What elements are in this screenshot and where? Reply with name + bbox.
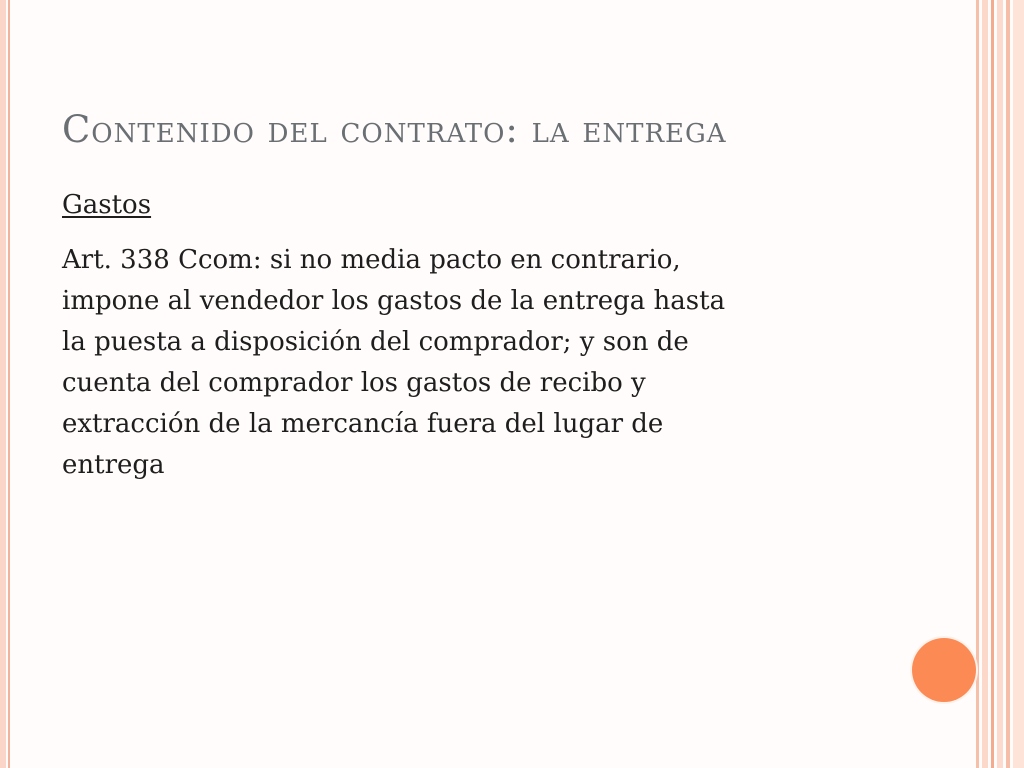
orange-circle-decoration	[912, 638, 976, 702]
left-border-decoration	[0, 0, 6, 768]
right-stripe-decoration	[982, 0, 988, 768]
paragraph-line: impone al vendedor los gastos de la entrega hasta	[62, 286, 726, 316]
right-stripe-decoration	[991, 0, 994, 768]
slide-body	[62, 188, 862, 486]
paragraph-line: la puesta a disposición del comprador; y son de	[62, 327, 689, 357]
paragraph-line: extracción de la mercancía fuera del lugar de	[62, 409, 664, 439]
section-heading-gastos: Gastos	[62, 190, 152, 220]
paragraph-line: cuenta del comprador los gastos de recibo y	[62, 368, 646, 398]
right-stripe-decoration	[1006, 0, 1010, 768]
right-stripe-decoration	[1013, 0, 1024, 768]
paragraph-line: entrega	[62, 450, 165, 480]
right-stripe-decoration	[997, 0, 1003, 768]
slide-title: Contenido del contrato: la entrega	[62, 108, 727, 151]
left-border-line	[8, 0, 10, 768]
body-paragraph	[62, 240, 862, 486]
right-stripe-decoration	[976, 0, 979, 768]
paragraph-line: Art. 338 Ccom: si no media pacto en contrario,	[62, 245, 681, 275]
